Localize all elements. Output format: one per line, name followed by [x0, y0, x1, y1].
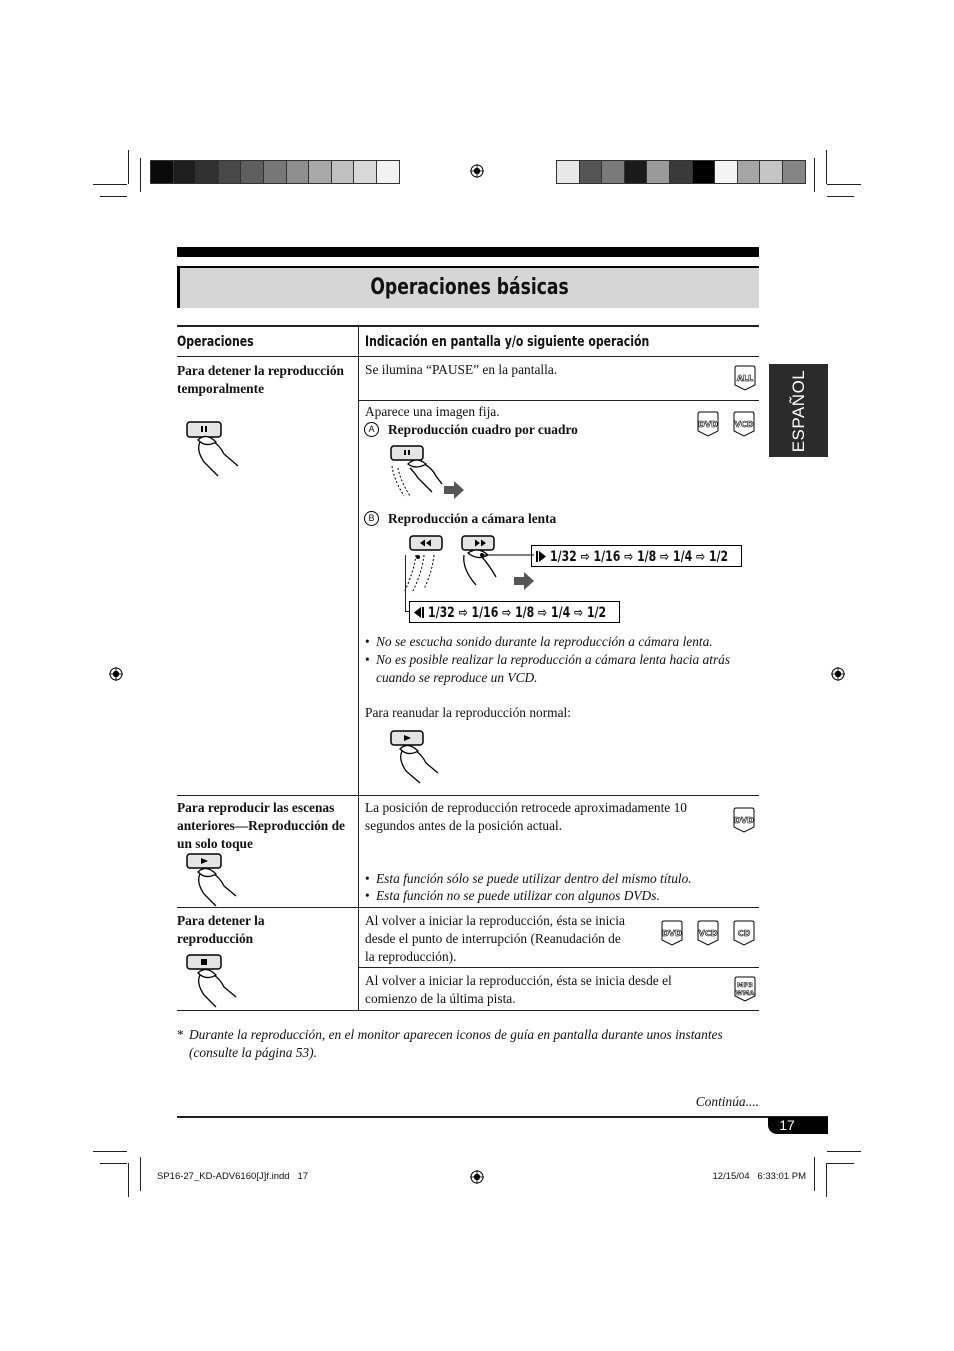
reverse-slow-sequence: 1/32 ⇨ 1/16 ⇨ 1/8 ⇨ 1/4 ⇨ 1/2	[428, 605, 607, 621]
svg-text:CD: CD	[737, 929, 751, 938]
svg-text:WMA: WMA	[735, 989, 755, 997]
page-number: 17	[779, 1117, 795, 1133]
vcd-badge-icon	[733, 411, 755, 437]
resume-playback-text: Al volver a iniciar la reproducción, ésta se inicia desde el punto de interrupción (Reanudación de la reproducción).	[365, 913, 625, 964]
vcd-badge-icon	[697, 920, 719, 946]
dvd-badge-icon	[697, 411, 719, 437]
color-swatch	[783, 161, 805, 183]
registration-mark-icon	[470, 164, 484, 178]
slow-motion-label: Reproducción a cámara lenta	[388, 511, 557, 526]
slow-motion-illustration-icon	[384, 533, 544, 603]
color-swatch	[196, 161, 218, 183]
svg-text:DVD: DVD	[662, 929, 682, 938]
svg-text:VCD: VCD	[698, 929, 718, 938]
col-header-indication: Indicación en pantalla y/o siguiente operación	[365, 334, 650, 350]
color-swatch	[151, 161, 173, 183]
forward-slow-sequence: 1/32 ⇨ 1/16 ⇨ 1/8 ⇨ 1/4 ⇨ 1/2	[550, 549, 729, 565]
registration-mark-icon	[109, 667, 123, 681]
svg-text:VCD: VCD	[734, 420, 754, 429]
color-swatch	[760, 161, 782, 183]
color-swatch	[264, 161, 286, 183]
marker-a: A	[364, 422, 379, 437]
registration-mark-icon	[470, 1170, 484, 1184]
note-no-sound: • No se escucha sonido durante la reproducción a cámara lenta.	[365, 634, 713, 649]
svg-text:MP3: MP3	[737, 981, 753, 989]
page-title: Operaciones básicas	[370, 275, 569, 300]
color-swatch	[287, 161, 309, 183]
pause-display-text: Se ilumina “PAUSE” en la pantalla.	[365, 362, 558, 377]
note-no-reverse-vcd: • No es posible realizar la reproducción a cámara lenta hacia atrás cuando se reproduce un VCD.	[365, 652, 731, 685]
frame-by-frame-label: Reproducción cuadro por cuadro	[388, 422, 578, 437]
color-swatch	[377, 161, 399, 183]
svg-text:DVD: DVD	[698, 420, 718, 429]
note-same-title: • Esta función sólo se puede utilizar dentro del mismo título.	[365, 871, 692, 886]
color-swatch	[625, 161, 647, 183]
forward-slow-sequence-box	[531, 545, 742, 567]
pause-button-press-icon	[184, 420, 242, 478]
color-swatch	[219, 161, 241, 183]
col-header-operations: Operaciones	[177, 334, 254, 350]
color-swatch	[354, 161, 376, 183]
row2-operation: Para reproducir las escenas anteriores—Reproducción de un solo toque	[177, 800, 345, 851]
color-swatch	[647, 161, 669, 183]
badge-text: ALL	[736, 374, 754, 383]
language-tab	[769, 364, 828, 457]
dvd-badge-icon	[661, 920, 683, 946]
color-swatch	[332, 161, 354, 183]
page-number-tab	[768, 1117, 828, 1134]
reverse-slow-icon	[414, 607, 424, 618]
still-image-text: Aparece una imagen fija.	[365, 404, 500, 419]
restart-last-track-text: Al volver a iniciar la reproducción, ésta se inicia desde el comienzo de la última pista.	[365, 973, 672, 1006]
footnote-text: Durante la reproducción, en el monitor aparecen iconos de guía en pantalla durante unos instantes (consulte la página 53).	[189, 1027, 723, 1060]
color-swatch	[670, 161, 692, 183]
one-touch-replay-button-icon	[184, 852, 242, 908]
language-tab-label: ESPAÑOL	[788, 369, 808, 452]
title-top-rule	[177, 247, 759, 257]
continues-label: Continúa....	[695, 1094, 759, 1109]
svg-text:DVD: DVD	[734, 816, 754, 825]
note-some-dvds: • Esta función no se puede utilizar con algunos DVDs.	[365, 888, 660, 903]
frame-advance-illustration-icon	[388, 444, 468, 500]
marker-b: B	[364, 511, 379, 526]
footer-file-name: SP16-27_KD-ADV6160[J]f.indd 17	[157, 1171, 309, 1182]
color-swatch	[309, 161, 331, 183]
color-swatch	[693, 161, 715, 183]
row1-operation: Para detener la reproducción temporalmente	[177, 363, 344, 396]
resume-normal-text: Para reanudar la reproducción normal:	[365, 705, 571, 720]
registration-mark-icon	[831, 667, 845, 681]
color-swatch	[557, 161, 579, 183]
reverse-slow-sequence-box	[409, 601, 620, 623]
color-swatch	[580, 161, 602, 183]
color-swatch	[738, 161, 760, 183]
title-banner	[177, 266, 759, 308]
dvd-badge-icon	[733, 807, 755, 833]
color-swatch	[241, 161, 263, 183]
footnote-mark: *	[177, 1027, 184, 1042]
color-swatch	[602, 161, 624, 183]
row3-operation: Para detener la reproducción	[177, 913, 265, 946]
color-swatch	[715, 161, 737, 183]
color-swatch	[174, 161, 196, 183]
all-disc-badge-icon	[734, 365, 756, 391]
forward-slow-icon	[536, 551, 546, 562]
play-button-press-icon	[388, 729, 446, 785]
row2-description: La posición de reproducción retrocede aproximadamente 10 segundos antes de la posición actual.	[365, 800, 687, 833]
cd-badge-icon	[733, 920, 755, 946]
stop-button-press-icon	[184, 953, 242, 1009]
mp3-wma-badge-icon	[734, 976, 756, 1002]
footer-date: 12/15/04 6:33:01 PM	[712, 1171, 806, 1182]
